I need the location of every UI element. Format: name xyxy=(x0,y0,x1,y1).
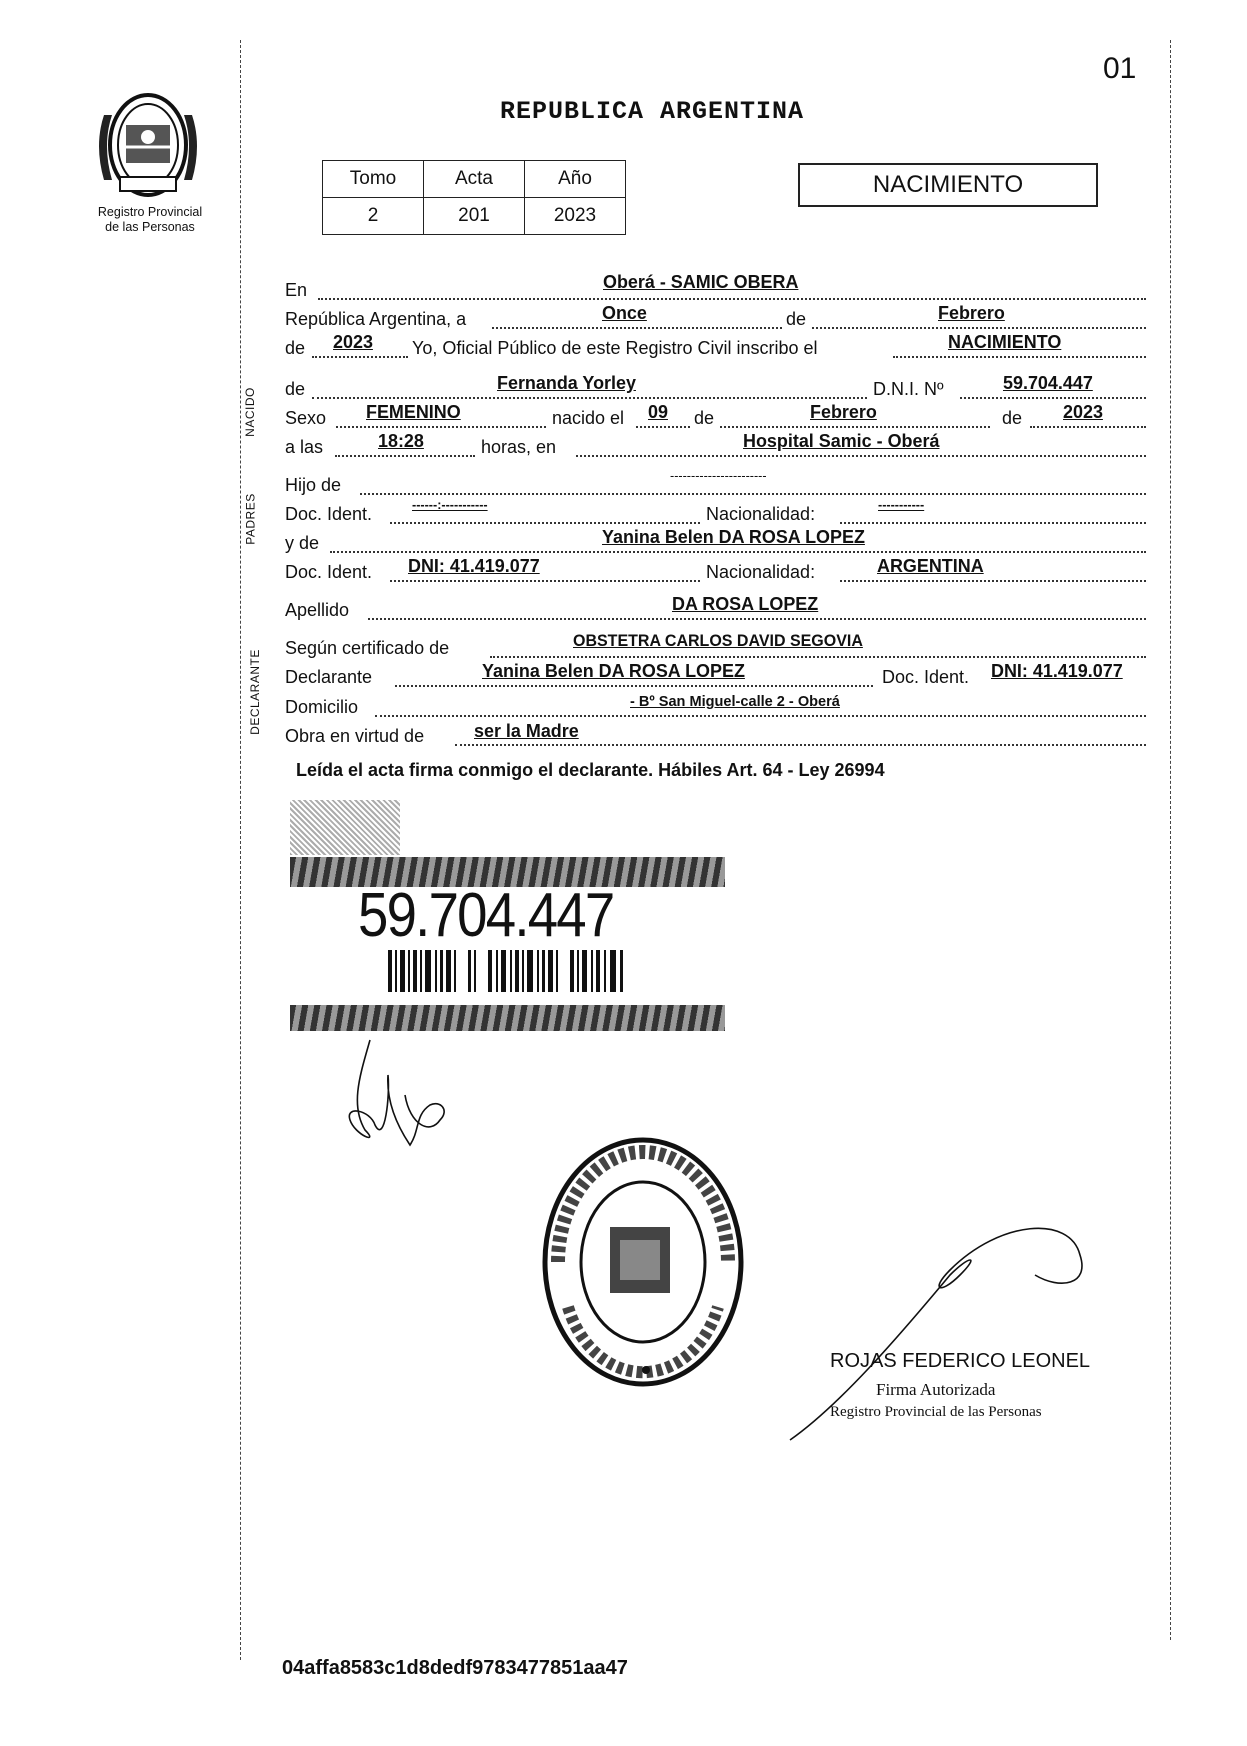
dotted-line xyxy=(455,744,1146,746)
value-birth-year: 2023 xyxy=(1063,401,1103,422)
label-hijo-de: Hijo de xyxy=(285,475,342,495)
official-seal-icon xyxy=(538,1132,748,1392)
label-doc-ident-declarant: Doc. Ident. xyxy=(882,667,970,687)
registry-value-acta: 201 xyxy=(424,198,525,235)
label-horas-en: horas, en xyxy=(481,437,557,457)
side-label-nacido: NACIDO xyxy=(242,387,257,437)
dotted-line xyxy=(960,397,1146,399)
value-mother-nationality: ARGENTINA xyxy=(877,555,984,576)
dotted-line xyxy=(893,356,1146,358)
label-sexo: Sexo xyxy=(285,408,327,428)
value-father-doc: ------:----------- xyxy=(412,497,488,512)
registry-value-ano: 2023 xyxy=(525,198,626,235)
value-birth-month: Febrero xyxy=(810,401,877,422)
value-child-name: Fernanda Yorley xyxy=(497,372,636,393)
value-father-nationality: ----------- xyxy=(878,497,925,512)
label-de-year: de xyxy=(285,338,306,358)
dotted-line xyxy=(576,455,1146,457)
dotted-line xyxy=(375,715,1146,717)
side-label-padres: PADRES xyxy=(243,493,258,545)
value-year: 2023 xyxy=(333,331,373,352)
registry-table-header-row xyxy=(323,161,626,198)
label-republica: República Argentina, a xyxy=(285,309,467,329)
label-a-las: a las xyxy=(285,437,324,457)
label-nacionalidad-father: Nacionalidad: xyxy=(706,504,816,524)
country-title: REPUBLICA ARGENTINA xyxy=(500,97,805,126)
value-child-dni: 59.704.447 xyxy=(1003,372,1093,393)
label-de-birth-month: de xyxy=(694,408,715,428)
value-certificate-by: OBSTETRA CARLOS DAVID SEGOVIA xyxy=(573,632,863,650)
signer-org: Registro Provincial de las Personas xyxy=(830,1404,1042,1420)
registry-header-ano: Año xyxy=(525,161,626,198)
label-declarante: Declarante xyxy=(285,667,373,687)
closing-text: Leída el acta firma conmigo el declarante. Hábiles Art. 64 - Ley 26994 xyxy=(296,760,885,780)
label-y-de: y de xyxy=(285,533,320,553)
signer-role: Firma Autorizada xyxy=(876,1380,996,1399)
right-margin-line xyxy=(1170,40,1171,1640)
value-acts-by-virtue: ser la Madre xyxy=(474,720,579,741)
label-nacionalidad-mother: Nacionalidad: xyxy=(706,562,816,582)
value-day-words: Once xyxy=(602,302,647,323)
dotted-line xyxy=(336,426,546,428)
security-stamp-icon xyxy=(290,800,400,855)
label-domicilio: Domicilio xyxy=(285,697,359,717)
dotted-line xyxy=(395,685,873,687)
emblem-label xyxy=(70,205,230,235)
dotted-line xyxy=(390,580,700,582)
registry-table xyxy=(322,160,626,235)
label-yo-oficial: Yo, Oficial Público de este Registro Civil inscribo el xyxy=(412,338,818,358)
dotted-line xyxy=(492,327,782,329)
dotted-line xyxy=(812,327,1146,329)
value-month: Febrero xyxy=(938,302,1005,323)
dotted-line xyxy=(1030,426,1146,428)
declarant-signature-icon xyxy=(330,1035,460,1165)
value-birth-place: Hospital Samic - Oberá xyxy=(743,430,940,451)
value-mother-name: Yanina Belen DA ROSA LOPEZ xyxy=(602,526,865,547)
security-band-bottom xyxy=(290,1005,725,1031)
dotted-line xyxy=(490,656,1146,658)
value-mother-doc: DNI: 41.419.077 xyxy=(408,555,540,576)
dotted-line xyxy=(312,356,408,358)
document-hash: 04affa8583c1d8dedf9783477851aa47 xyxy=(282,1657,628,1679)
act-type-box: NACIMIENTO xyxy=(798,163,1098,207)
misiones-province-emblem-icon xyxy=(90,85,206,203)
label-dni: D.N.I. Nº xyxy=(873,379,944,399)
label-nacido-el: nacido el xyxy=(552,408,625,428)
dotted-line xyxy=(312,397,867,399)
label-segun-certificado: Según certificado de xyxy=(285,638,450,658)
value-address: - Bº San Miguel-calle 2 - Oberá xyxy=(630,693,840,710)
value-declarant-doc: DNI: 41.419.077 xyxy=(991,660,1123,681)
signer-name: ROJAS FEDERICO LEONEL xyxy=(830,1350,1091,1372)
registry-header-tomo: Tomo xyxy=(323,161,424,198)
emblem-label-line2: de las Personas xyxy=(105,220,195,234)
registry-header-acta: Acta xyxy=(424,161,525,198)
value-father-name: ----------------------- xyxy=(670,468,767,483)
dotted-line xyxy=(360,493,1146,495)
label-doc-ident-father: Doc. Ident. xyxy=(285,504,373,524)
label-de: de xyxy=(786,309,807,329)
dotted-line xyxy=(318,298,1146,300)
label-obra-en-virtud: Obra en virtud de xyxy=(285,726,425,746)
emblem-label-line1: Registro Provincial xyxy=(97,205,203,219)
barcode-icon xyxy=(388,950,628,992)
value-place: Oberá - SAMIC OBERA xyxy=(603,271,799,292)
dotted-line xyxy=(840,580,1146,582)
registry-value-tomo: 2 xyxy=(323,198,424,235)
dotted-line xyxy=(330,551,1146,553)
value-birth-day: 09 xyxy=(648,401,668,422)
dotted-line xyxy=(335,455,475,457)
value-birth-time: 18:28 xyxy=(378,430,424,451)
left-margin-line xyxy=(240,40,241,1660)
dotted-line xyxy=(390,522,700,524)
label-de-child: de xyxy=(285,379,306,399)
dotted-line xyxy=(840,522,1146,524)
value-surname: DA ROSA LOPEZ xyxy=(672,593,819,614)
label-apellido: Apellido xyxy=(285,600,350,620)
value-declarant-name: Yanina Belen DA ROSA LOPEZ xyxy=(482,660,745,681)
registry-table-value-row xyxy=(323,198,626,235)
page-number: 01 xyxy=(1103,52,1137,85)
dotted-line xyxy=(368,618,1146,620)
barcode-number: 59.704.447 xyxy=(358,881,614,950)
dotted-line xyxy=(720,426,990,428)
label-en: En xyxy=(285,280,308,300)
value-sex: FEMENINO xyxy=(366,401,461,422)
label-de-birth-year: de xyxy=(1002,408,1023,428)
dotted-line xyxy=(636,426,690,428)
label-doc-ident-mother: Doc. Ident. xyxy=(285,562,373,582)
value-event: NACIMIENTO xyxy=(948,331,1062,352)
side-label-declarante: DECLARANTE xyxy=(247,649,262,735)
